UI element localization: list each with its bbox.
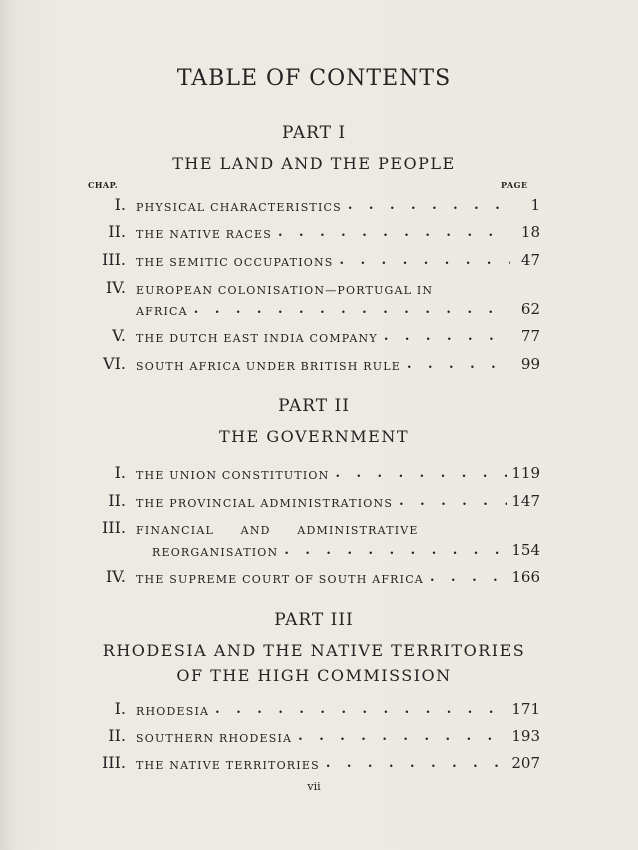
page-number: 207 [511, 754, 540, 772]
leader-dots [326, 756, 508, 772]
leader-dots [194, 302, 510, 318]
leader-dots [384, 329, 510, 345]
chapter-number: III. [101, 250, 126, 269]
chapter-title-line-1: FINANCIAL AND ADMINISTRATIVE [136, 524, 419, 537]
chapter-title-line-2: AFRICA [136, 305, 188, 318]
chapter-number: II. [108, 222, 126, 241]
part-3-subtitle-line-1: RHODESIA AND THE NATIVE TERRITORIES [102, 641, 526, 660]
page-number: 62 [520, 300, 540, 318]
chapter-title: PHYSICAL CHARACTERISTICS [136, 201, 342, 214]
chapter-title: THE DUTCH EAST INDIA COMPANY [136, 332, 378, 345]
toc-entry [80, 750, 540, 772]
part-2-subtitle: THE GOVERNMENT [218, 427, 410, 446]
leader-dots [298, 729, 507, 745]
chapter-number: I. [114, 195, 126, 214]
chapter-number: I. [114, 463, 126, 482]
toc-entry [80, 696, 540, 718]
toc-entry [80, 564, 540, 586]
chapter-number: IV. [105, 278, 126, 297]
page-number: 47 [520, 251, 540, 269]
chapter-title: THE UNION CONSTITUTION [136, 469, 330, 482]
chapter-title: RHODESIA [136, 705, 210, 718]
chapter-number: III. [101, 753, 126, 772]
toc-entry [80, 351, 540, 373]
chapter-number: II. [108, 491, 126, 510]
leader-dots [348, 198, 510, 214]
chapter-number: I. [114, 699, 126, 718]
chapter-title: THE SEMITIC OCCUPATIONS [136, 256, 334, 269]
chapter-column-header: CHAP. [88, 180, 119, 190]
page-number: 1 [530, 196, 540, 214]
leader-dots [215, 702, 507, 718]
toc-entry [80, 488, 540, 510]
chapter-title: SOUTH AFRICA UNDER BRITISH RULE [136, 360, 401, 373]
chapter-title: THE NATIVE TERRITORIES [136, 759, 320, 772]
chapter-number: II. [108, 726, 126, 745]
leader-dots [284, 543, 507, 559]
toc-entry [80, 219, 540, 241]
leader-dots [340, 253, 510, 269]
leader-dots [335, 466, 507, 482]
part-1-subtitle: THE LAND AND THE PEOPLE [172, 154, 456, 173]
page-number: 99 [520, 355, 540, 373]
chapter-number: V. [112, 326, 126, 345]
part-2-heading: PART II [278, 396, 350, 416]
chapter-title: SOUTHERN RHODESIA [136, 732, 293, 745]
leader-dots [407, 357, 510, 373]
part-1-heading: PART I [281, 123, 347, 143]
part-3-subtitle-line-2: OF THE HIGH COMMISSION [176, 666, 452, 685]
chapter-title-line-2: REORGANISATION [152, 546, 279, 559]
page-number: 18 [520, 223, 540, 241]
leader-dots [399, 494, 507, 510]
toc-entry [80, 460, 540, 482]
page-number: 77 [520, 327, 540, 345]
page-number: 193 [511, 727, 540, 745]
chapter-title: THE NATIVE RACES [136, 228, 272, 241]
page-number: 171 [511, 700, 540, 718]
page-number: 147 [511, 492, 540, 510]
chapter-title: THE PROVINCIAL ADMINISTRATIONS [136, 497, 394, 510]
chapter-number: IV. [105, 567, 126, 586]
part-3-heading: PART III [274, 610, 354, 630]
toc-entry [80, 247, 540, 269]
page-column-header: PAGE [501, 180, 528, 190]
chapter-number: III. [101, 518, 126, 537]
chapter-title: THE SUPREME COURT OF SOUTH AFRICA [136, 573, 424, 586]
toc-entry [80, 192, 540, 214]
chapter-number: VI. [103, 354, 126, 373]
toc-entry [80, 275, 540, 297]
page-number: 154 [511, 541, 540, 559]
page-number: 119 [511, 464, 540, 482]
page-title: TABLE OF CONTENTS [176, 66, 452, 91]
folio-page-number: vii [307, 780, 321, 793]
toc-entry [80, 515, 540, 537]
leader-dots [430, 570, 507, 586]
page-number: 166 [511, 568, 540, 586]
leader-dots [278, 225, 510, 241]
toc-entry [80, 323, 540, 345]
toc-entry-continuation [80, 537, 540, 559]
toc-entry [80, 723, 540, 745]
toc-entry-continuation [80, 296, 540, 318]
chapter-title-line-1: EUROPEAN COLONISATION—PORTUGAL IN [136, 284, 434, 297]
